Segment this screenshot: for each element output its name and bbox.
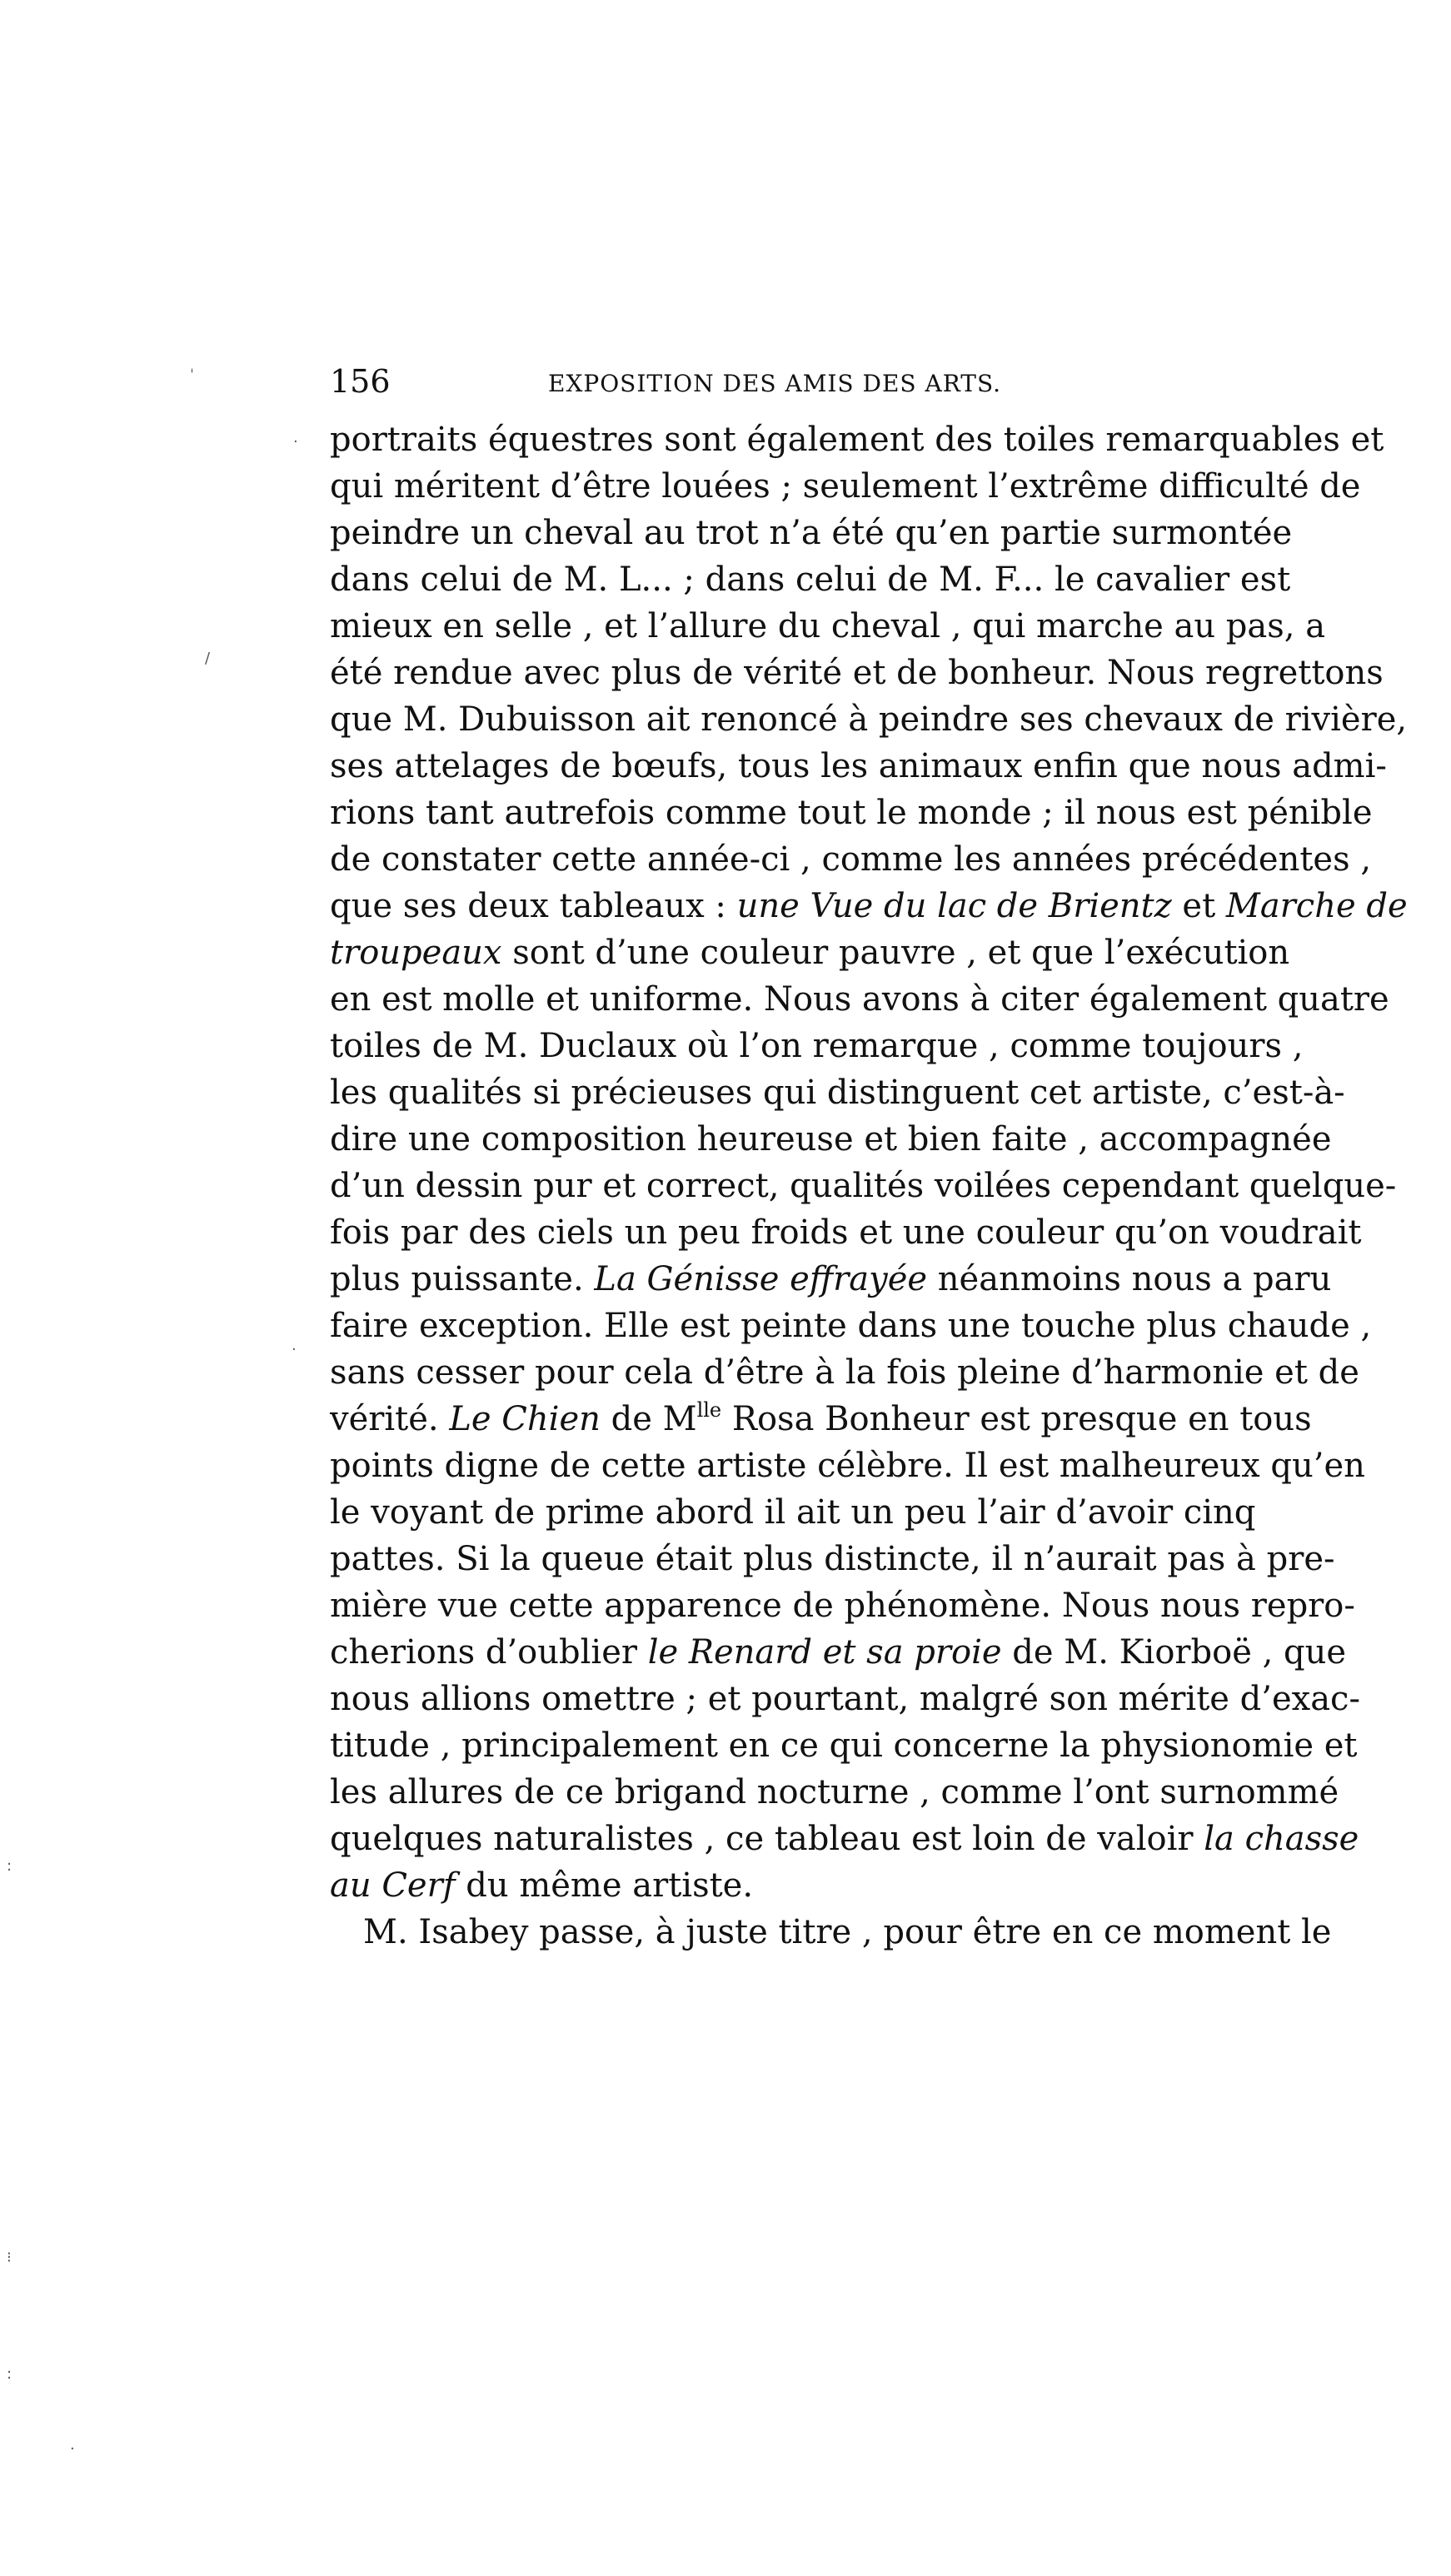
body-text — [330, 416, 1408, 1956]
text-line: peindre un cheval au trot n’a été qu’en partie surmontée — [330, 514, 1293, 552]
text-line: points digne de cette artiste célèbre. Il est malheureux qu’en — [330, 1447, 1365, 1485]
text-line: troupeaux sont d’une couleur pauvre , et que l’exécution — [330, 934, 1290, 972]
scan-speck: ⁝ — [7, 2249, 12, 2266]
painting-title: La Génisse effrayée — [594, 1260, 928, 1298]
text-line: en est molle et uniforme. Nous avons à citer également quatre — [330, 980, 1389, 1019]
text-line: plus puissante. La Génisse effrayée néanmoins nous a paru — [330, 1260, 1332, 1298]
text-line: été rendue avec plus de vérité et de bonheur. Nous regrettons — [330, 654, 1384, 692]
scan-speck: · — [293, 433, 298, 451]
text-line: mière vue cette apparence de phénomène. Nous nous repro- — [330, 1587, 1355, 1625]
text-line: nous allions omettre ; et pourtant, malgré son mérite d’exac- — [330, 1680, 1360, 1718]
text-line: faire exception. Elle est peinte dans une touche plus chaude , — [330, 1307, 1372, 1345]
painting-title: troupeaux — [330, 934, 502, 972]
text-line: pattes. Si la queue était plus distincte, il n’aurait pas à pre- — [330, 1540, 1335, 1578]
text-line: les qualités si précieuses qui distinguent cet artiste, c’est-à- — [330, 1074, 1345, 1112]
text-line: le voyant de prime abord il ait un peu l’air d’avoir cinq — [330, 1493, 1256, 1532]
scan-speck: : — [7, 1857, 12, 1875]
painting-title: au Cerf — [330, 1866, 456, 1905]
scan-speck: · — [292, 1341, 297, 1358]
text-line: qui méritent d’être louées ; seulement l’extrême difficulté de — [330, 467, 1361, 506]
text-line: les allures de ce brigand nocturne , comme l’ont surnommé — [330, 1773, 1339, 1811]
text-line: que M. Dubuisson ait renoncé à peindre ses chevaux de rivière, — [330, 700, 1408, 739]
text-line: dans celui de M. L... ; dans celui de M. F... le cavalier est — [330, 561, 1291, 599]
scan-speck: · — [70, 2440, 75, 2458]
text-line: toiles de M. Duclaux où l’on remarque , comme toujours , — [330, 1027, 1304, 1065]
text-line: rions tant autrefois comme tout le monde ; il nous est pénible — [330, 794, 1373, 832]
scan-speck: / — [205, 650, 211, 667]
text-line: fois par des ciels un peu froids et une couleur qu’on voudrait — [330, 1213, 1362, 1252]
page-number: 156 — [330, 363, 391, 400]
text-line: vérité. Le Chien de $M^{lle}$ Rosa Bonheur est presque en tous — [330, 1398, 1312, 1438]
scan-speck: : — [7, 2365, 12, 2383]
text-line: M. Isabey passe, à juste titre , pour être en ce moment le — [363, 1913, 1332, 1951]
text-line: portraits équestres sont également des toiles remarquables et — [330, 421, 1384, 459]
running-head: EXPOSITION DES AMIS DES ARTS. — [548, 370, 1002, 397]
text-line: quelques naturalistes , ce tableau est loin de valoir la chasse — [330, 1820, 1359, 1858]
page-header — [330, 363, 1023, 413]
text-line: ses attelages de bœufs, tous les animaux enfin que nous admi- — [330, 747, 1387, 785]
text-line: mieux en selle , et l’allure du cheval , qui marche au pas, a — [330, 607, 1326, 645]
painting-title: la chasse — [1204, 1820, 1359, 1858]
scan-speck: ˈ — [190, 366, 194, 384]
text-line: que ses deux tableaux : une Vue du lac de Brientz et Marche de — [330, 887, 1408, 925]
text-line: au Cerf du même artiste. — [330, 1866, 754, 1905]
painting-title: le Renard et sa proie — [647, 1633, 1002, 1672]
text-line: de constater cette année-ci , comme les années précédentes , — [330, 840, 1372, 879]
text-line: d’un dessin pur et correct, qualités voilées cependant quelque- — [330, 1167, 1397, 1205]
painting-title: une Vue du lac de Brientz — [736, 887, 1172, 925]
text-line: sans cesser pour cela d’être à la fois pleine d’harmonie et de — [330, 1353, 1359, 1392]
text-line: titude , principalement en ce qui concerne la physionomie et — [330, 1726, 1358, 1765]
superscript: lle — [696, 1398, 722, 1422]
text-line: dire une composition heureuse et bien faite , accompagnée — [330, 1120, 1332, 1158]
text-line: cherions d’oublier le Renard et sa proie de M. Kiorboë , que — [330, 1633, 1347, 1672]
painting-title: Le Chien — [449, 1400, 601, 1438]
painting-title: Marche de — [1225, 887, 1408, 925]
